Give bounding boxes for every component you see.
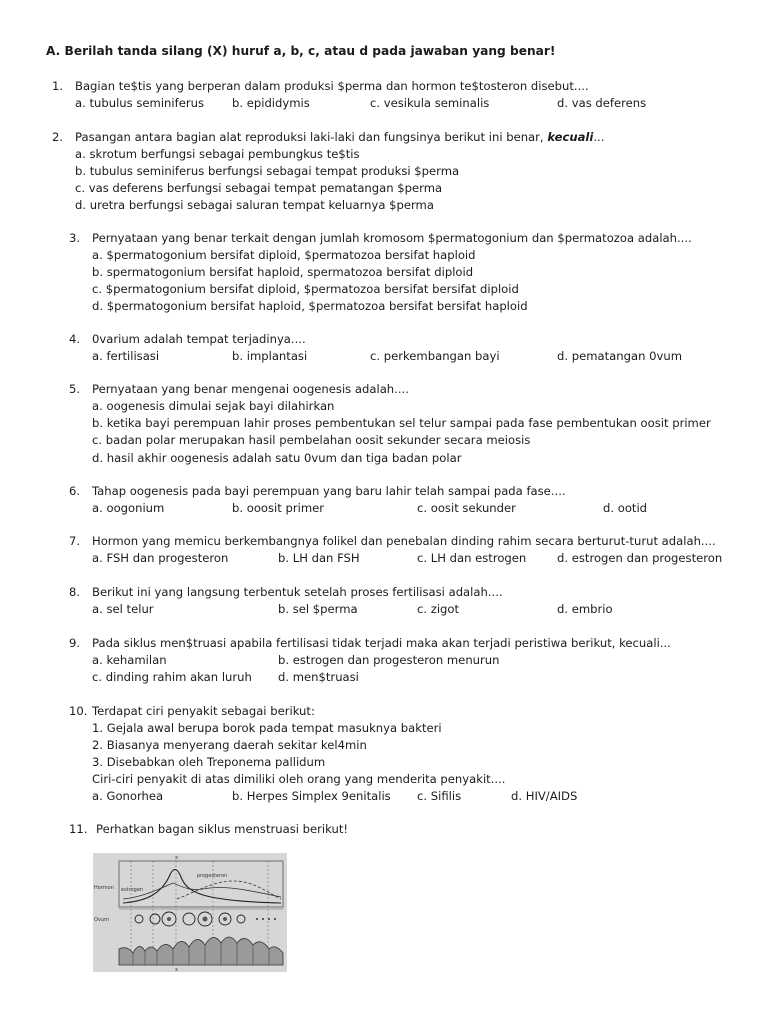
question-9	[69, 636, 671, 650]
list-item: 2. Biasanya menyerang daerah sekitar kel4min	[92, 738, 367, 752]
option-c[interactable]: c. zigot	[417, 602, 460, 616]
option-c[interactable]: c. Sifilis	[417, 789, 462, 803]
option-a[interactable]: a. Gonorhea	[92, 789, 164, 803]
menstrual-cycle-figure	[93, 853, 287, 972]
option-a[interactable]: a. skrotum berfungsi sebagai pembungkus te$tis	[75, 147, 360, 161]
question-stem: 0varium adalah tempat terjadinya....	[92, 332, 306, 346]
marker-x-top: x	[175, 855, 178, 861]
list-item: 3. Disebabkan oleh Treponema pallidum	[92, 755, 326, 769]
question-stem: Tahap oogenesis pada bayi perempuan yang baru lahir telah sampai pada fase....	[92, 484, 566, 498]
menstrual-cycle-diagram	[93, 853, 287, 972]
question-stem: Pasangan antara bagian alat reproduksi laki-laki dan fungsinya berikut ini benar,	[75, 130, 544, 144]
question-3	[69, 231, 692, 245]
question-stem-end: ...	[593, 130, 605, 144]
question-5	[69, 382, 409, 396]
option-b[interactable]: b. epididymis	[232, 96, 310, 110]
option-a[interactable]: a. FSH dan progesteron	[92, 551, 229, 565]
option-d[interactable]: d. HIV/AIDS	[511, 789, 578, 803]
question-prompt: Ciri-ciri penyakit di atas dimiliki oleh orang yang menderita penyakit....	[92, 772, 506, 786]
question-emphasis: kecuali	[547, 130, 594, 144]
question-7	[69, 534, 716, 548]
option-b[interactable]: b. spermatogonium bersifat haploid, spermatozoa bersifat diploid	[92, 265, 474, 279]
question-number: 11.	[69, 822, 88, 836]
option-a[interactable]: a. oogenesis dimulai sejak bayi dilahirkan	[92, 399, 335, 413]
question-number: 5.	[69, 382, 81, 396]
option-c[interactable]: c. vas deferens berfungsi sebagai tempat pematangan $perma	[75, 181, 443, 195]
estrogen-label: estrogen	[121, 887, 144, 893]
option-c[interactable]: c. badan polar merupakan hasil pembelahan oosit sekunder secara meiosis	[92, 433, 531, 447]
question-number: 8.	[69, 585, 81, 599]
ovum-label: Ovum	[94, 917, 109, 923]
option-b[interactable]: b. implantasi	[232, 349, 308, 363]
option-c[interactable]: c. $permatogonium bersifat diploid, $permatozoa bersifat bersifat diploid	[92, 282, 519, 296]
question-stem: Pada siklus men$truasi apabila fertilisasi tidak terjadi maka akan terjadi peristiwa berikut, kecuali...	[92, 636, 671, 650]
question-number: 3.	[69, 231, 81, 245]
hormon-label: Hormon	[94, 885, 114, 891]
option-d[interactable]: d. pematangan 0vum	[557, 349, 682, 363]
option-d[interactable]: d. estrogen dan progesteron	[557, 551, 723, 565]
option-a[interactable]: a. kehamilan	[92, 653, 167, 667]
question-number: 7.	[69, 534, 81, 548]
question-stem: Pernyataan yang benar terkait dengan jumlah kromosom $permatogonium dan $permatozoa adalah....	[92, 231, 692, 245]
question-6	[69, 484, 566, 498]
option-c[interactable]: c. LH dan estrogen	[417, 551, 527, 565]
option-d[interactable]: d. $permatogonium bersifat haploid, $permatozoa bersifat bersifat haploid	[92, 299, 528, 313]
progesteron-label: progesteron	[197, 873, 228, 879]
option-b[interactable]: b. LH dan FSH	[278, 551, 360, 565]
option-c[interactable]: c. dinding rahim akan luruh	[92, 670, 252, 684]
option-a[interactable]: a. tubulus seminiferus	[75, 96, 204, 110]
option-a[interactable]: a. sel telur	[92, 602, 154, 616]
option-b[interactable]: b. estrogen dan progesteron menurun	[278, 653, 500, 667]
question-stem: Terdapat ciri penyakit sebagai berikut:	[92, 704, 315, 718]
option-c[interactable]: c. perkembangan bayi	[370, 349, 500, 363]
option-b[interactable]: b. tubulus seminiferus berfungsi sebagai tempat produksi $perma	[75, 164, 460, 178]
question-10	[69, 704, 315, 718]
question-number: 10.	[69, 704, 88, 718]
option-b[interactable]: b. Herpes Simplex 9enitalis	[232, 789, 391, 803]
question-number: 2.	[52, 130, 64, 144]
question-stem: Hormon yang memicu berkembangnya folikel dan penebalan dinding rahim secara berturut-turut adalah....	[92, 534, 716, 548]
list-item: 1. Gejala awal berupa borok pada tempat masuknya bakteri	[92, 721, 442, 735]
question-number: 6.	[69, 484, 81, 498]
option-d[interactable]: d. men$truasi	[278, 670, 359, 684]
question-number: 9.	[69, 636, 81, 650]
marker-x-bottom: x	[175, 967, 178, 972]
option-d[interactable]: d. ootid	[603, 501, 648, 515]
option-b[interactable]: b. ooosit primer	[232, 501, 325, 515]
question-stem: Pernyataan yang benar mengenai oogenesis adalah....	[92, 382, 409, 396]
option-c[interactable]: c. vesikula seminalis	[370, 96, 490, 110]
option-c[interactable]: c. oosit sekunder	[417, 501, 516, 515]
option-b[interactable]: b. sel $perma	[278, 602, 358, 616]
question-number: 1.	[52, 79, 64, 93]
question-stem: Berikut ini yang langsung terbentuk setelah proses fertilisasi adalah....	[92, 585, 503, 599]
option-a[interactable]: a. oogonium	[92, 501, 165, 515]
question-11	[69, 822, 348, 836]
option-d[interactable]: d. uretra berfungsi sebagai saluran tempat keluarnya $perma	[75, 198, 434, 212]
option-a[interactable]: a. fertilisasi	[92, 349, 160, 363]
question-8	[69, 585, 503, 599]
section-heading: A. Berilah tanda silang (X) huruf a, b, c, atau d pada jawaban yang benar!	[46, 44, 556, 58]
option-b[interactable]: b. ketika bayi perempuan lahir proses pembentukan sel telur sampai pada fase pembentukan oosit primer	[92, 416, 711, 430]
option-a[interactable]: a. $permatogonium bersifat diploid, $permatozoa bersifat haploid	[92, 248, 476, 262]
question-2	[52, 130, 604, 144]
option-d[interactable]: d. vas deferens	[557, 96, 647, 110]
question-stem: Perhatkan bagan siklus menstruasi berikut!	[96, 822, 349, 836]
question-4	[69, 332, 306, 346]
option-d[interactable]: d. embrio	[557, 602, 613, 616]
question-1	[52, 79, 589, 93]
question-stem: Bagian te$tis yang berperan dalam produksi $perma dan hormon te$tosteron disebut....	[75, 79, 589, 93]
question-number: 4.	[69, 332, 81, 346]
option-d[interactable]: d. hasil akhir oogenesis adalah satu 0vum dan tiga badan polar	[92, 451, 462, 465]
